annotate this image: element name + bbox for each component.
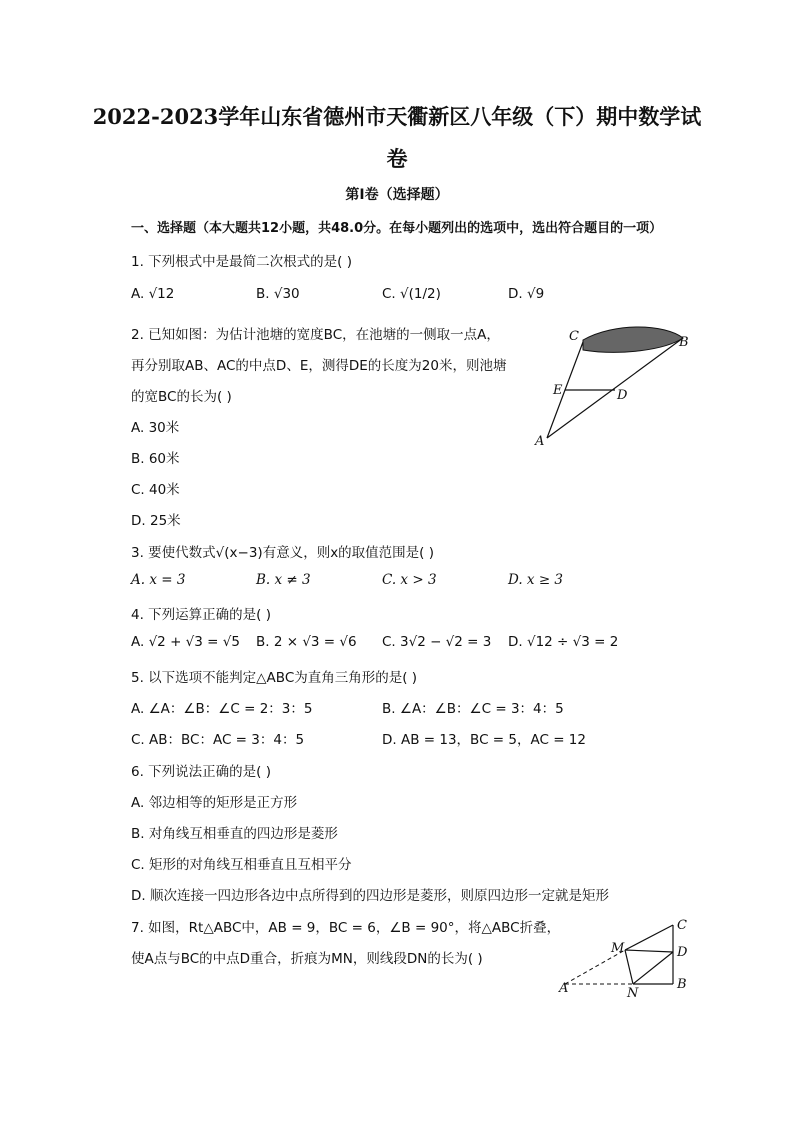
label-n: N <box>627 986 639 997</box>
q5-stem: 5. 以下选项不能判定△ABC为直角三角形的是( ) <box>131 670 418 686</box>
q6-stem: 6. 下列说法正确的是( ) <box>131 764 271 780</box>
q5-option-d: D. AB = 13，BC = 5，AC = 12 <box>382 732 586 748</box>
label-a: A <box>559 981 569 996</box>
label-d: D <box>617 388 628 403</box>
q2-option-b: B. 60米 <box>131 451 180 467</box>
exam-title-line2: 卷 <box>386 146 408 171</box>
q4-option-d: D. √12 ÷ √3 = 2 <box>508 634 619 650</box>
label-c: C <box>569 329 579 344</box>
label-a: A <box>535 434 545 448</box>
label-c: C <box>677 918 687 933</box>
q4-option-c: C. 3√2 − √2 = 3 <box>382 634 492 650</box>
q6-option-d: D. 顺次连接一四边形各边中点所得到的四边形是菱形，则原四边形一定就是矩形 <box>131 888 609 904</box>
q2-option-d: D. 25米 <box>131 513 181 529</box>
q4-option-b: B. 2 × √3 = √6 <box>256 634 357 650</box>
segment-md <box>625 950 673 952</box>
q5-option-a: A. ∠A：∠B：∠C = 2：3：5 <box>131 701 313 717</box>
q2-stem-line3: 的宽BC的长为( ) <box>131 389 232 405</box>
q6-option-a: A. 邻边相等的矩形是正方形 <box>131 795 298 811</box>
q7-stem-line2: 使A点与BC的中点D重合，折痕为MN，则线段DN的长为( ) <box>131 951 483 967</box>
segment-mn <box>625 950 633 984</box>
q6-option-b: B. 对角线互相垂直的四边形是菱形 <box>131 826 338 842</box>
q2-stem-line2: 再分别取AB、AC的中点D、E，测得DE的长度为20米，则池塘 <box>131 358 507 374</box>
label-b: B <box>679 335 689 350</box>
segment-nd <box>633 952 673 984</box>
segment-ab <box>547 338 683 438</box>
q3-option-d: D. x ≥ 3 <box>508 572 564 588</box>
segment-mc <box>625 925 673 950</box>
q1-option-b: B. √30 <box>256 286 300 302</box>
q1-option-d: D. √9 <box>508 286 545 302</box>
section-instruction: 一、选择题（本大题共12小题，共48.0分。在每小题列出的选项中，选出符合题目的一项） <box>131 221 663 236</box>
q2-option-a: A. 30米 <box>131 420 180 436</box>
q2-stem-line1: 2. 已知如图：为估计池塘的宽度BC，在池塘的一侧取一点A， <box>131 327 500 343</box>
q7-stem-line1: 7. 如图，Rt△ABC中，AB = 9，BC = 6，∠B = 90°，将△ABC折叠， <box>131 920 561 936</box>
label-d: D <box>677 945 688 960</box>
q1-option-a: A. √12 <box>131 286 175 302</box>
section-heading: 第Ⅰ卷（选择题） <box>345 187 449 203</box>
q3-option-a: A. x = 3 <box>131 572 186 588</box>
q5-option-b: B. ∠A：∠B：∠C = 3：4：5 <box>382 701 564 717</box>
q3-option-b: B. x ≠ 3 <box>256 572 311 588</box>
q1-stem: 1. 下列根式中是最简二次根式的是( ) <box>131 254 352 270</box>
exam-title-line1: 2022-2023学年山东省德州市天衢新区八年级（下）期中数学试 <box>92 104 702 129</box>
q3-stem: 3. 要使代数式√(x−3)有意义，则x的取值范围是( ) <box>131 545 435 561</box>
label-e: E <box>553 383 563 398</box>
q6-option-c: C. 矩形的对角线互相垂直且互相平分 <box>131 857 352 873</box>
fold-figure <box>555 912 700 997</box>
label-b: B <box>677 977 687 992</box>
q2-option-c: C. 40米 <box>131 482 180 498</box>
label-m: M <box>611 941 625 956</box>
q5-option-c: C. AB：BC：AC = 3：4：5 <box>131 732 305 748</box>
q3-option-c: C. x > 3 <box>382 572 437 588</box>
q4-option-a: A. √2 + √3 = √5 <box>131 634 240 650</box>
q4-stem: 4. 下列运算正确的是( ) <box>131 607 271 623</box>
pond-figure <box>525 318 700 448</box>
q1-option-c: C. √(1/2) <box>382 286 441 302</box>
